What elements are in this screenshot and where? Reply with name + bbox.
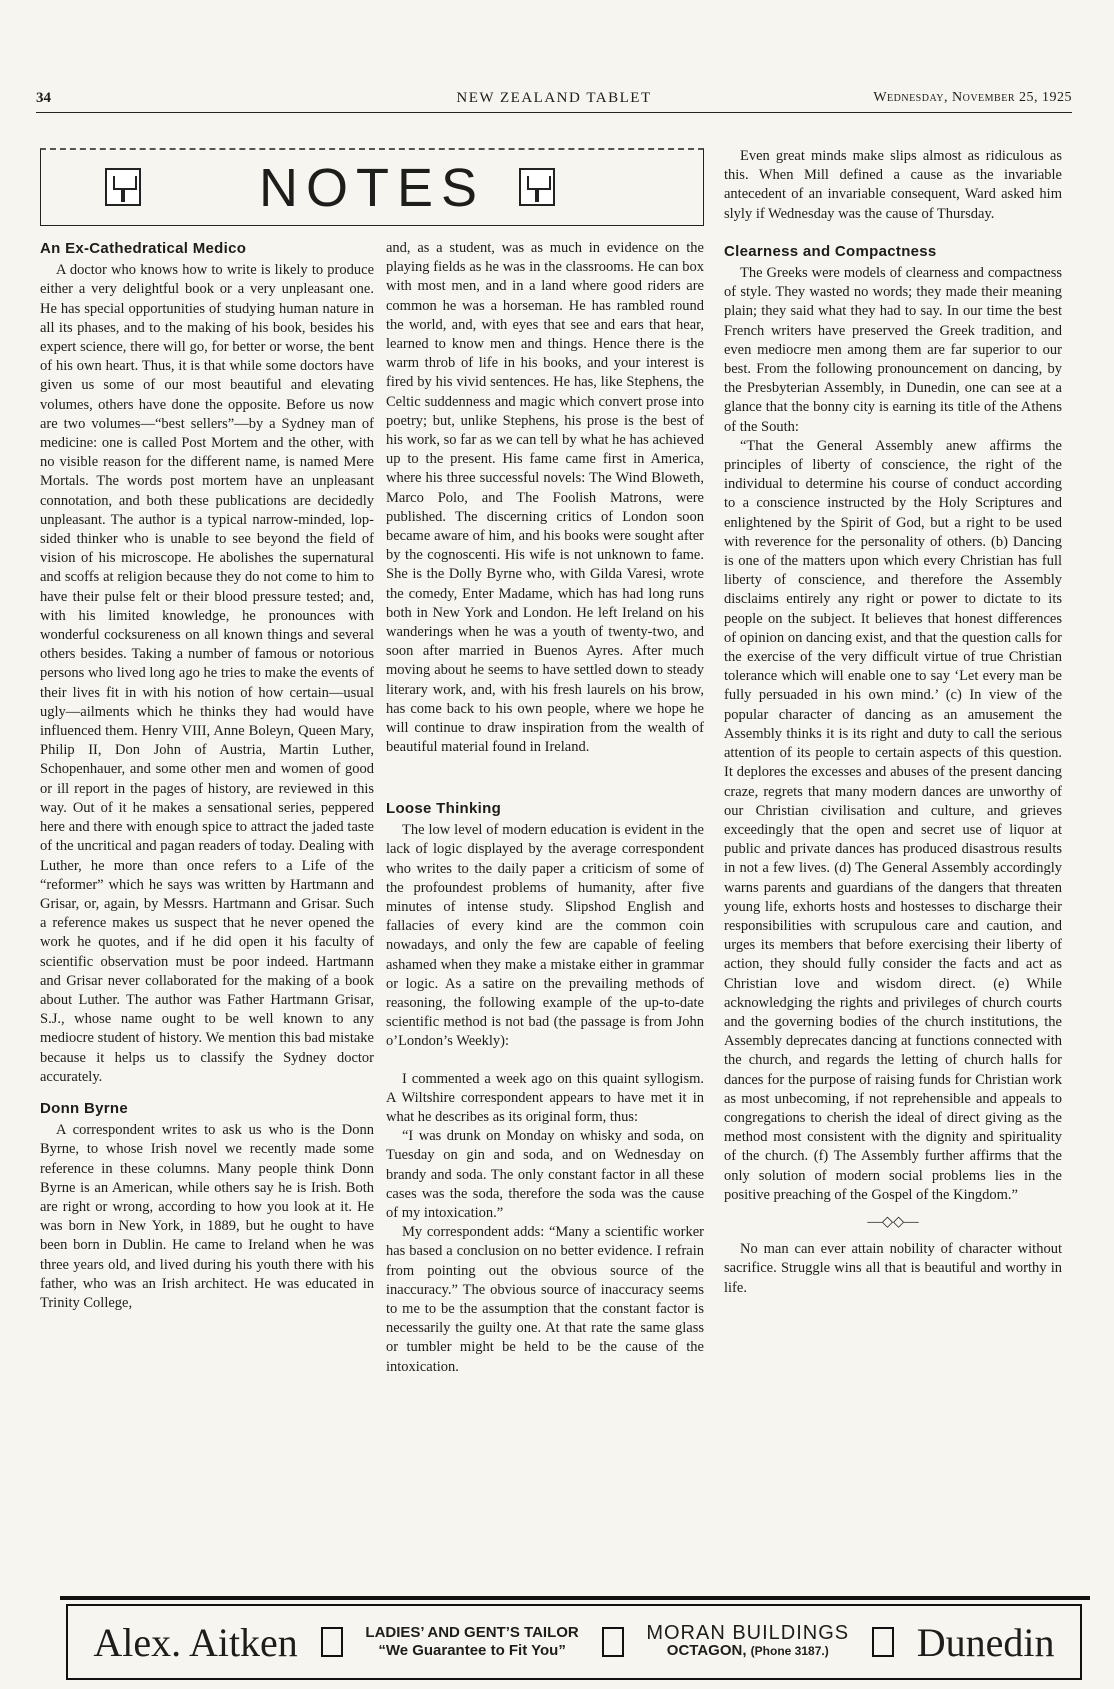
article-paragraph: Even great minds make slips almost as ridiculous as this. When Mill defined a cause as the invariable antecedent of an invariable consequent, Ward asked him slyly if Wednesday was the cause of Thursday. xyxy=(724,148,1062,222)
article-paragraph: A doctor who knows how to write is likely to produce either a very delightful book or a very unpleasant one. He has special opportunities of studying human nature in all its phases, and to the making of his book, besides his expert science, there will go, for better or worse, the bent of his own heart. Thus, it is that while some doctors have given us some of our most beautiful and elevating volumes, others have done the opposite. Before us now are two volumes—“best sellers”—by a Sydney man of medicine: one is called Post Mortem and the other, with no visible reason for the different name, is named Mere Mortals. The words post mortem have an unpleasant connotation, and both these publications are decidedly unpleasant. The author is a typical narrow-minded, lop-sided thinker who is unable to see beyond the field of vision of his microscope. He abolishes the supernatural and scoffs at religion because they do not come to him to have their pulse felt or their blood pressure tested; and, with his limited knowledge, he pronounces with wonderful cocksureness on all known things and several others besides. Taking a number of famous or notorious persons who lived long ago he tries to make the events of their lives fit in with his notion of how certain—usual ugly—ailments which he thinks they had would have influenced them. Henry VIII, Anne Boleyn, Queen Mary, Philip II, Don John of Austria, Martin Luther, Schopenhauer, and some other men and women of good or ill report in the pages of history, are reviewed in this way. Out of it he makes a sensational series, peppered here and there with enough spice to attract the jaded taste of the uncritical and pagan readers of today. Dealing with Luther, he more than once refers to a Life of the “reformer” which he says was written by Hartmann and Grisar, or, again, by Messrs. Hartmann and Grisar. Such a reference makes us suspect that he never opened the work he quotes, and if he did open it his faculty of scientific observation must be poor indeed. Hartmann and Grisar never collaborated for the making of a book about Luther. The author was Father Hartmann Grisar, S.J., whose name ought to be well known to any mediocre student of history. We mention this bad mistake because it helps us to classify the Sydney doctor accurately. xyxy=(40,262,374,1085)
ad-line-1: LADIES’ AND GENT’S TAILOR xyxy=(365,1624,579,1641)
notes-banner xyxy=(40,148,704,226)
issue-date: Wednesday, November 25, 1925 xyxy=(873,90,1072,105)
notes-title: NOTES xyxy=(258,158,486,218)
ornament-divider: —◇◇— xyxy=(867,1213,919,1230)
square-ornament-icon xyxy=(872,1627,894,1657)
article-paragraph: No man can ever attain nobility of character without sacrifice. Struggle wins all that is beautiful and worthy in life. xyxy=(724,1241,1062,1296)
tailor-advertisement xyxy=(66,1604,1082,1680)
ad-tagline xyxy=(365,1624,578,1660)
ad-city: Dunedin xyxy=(916,1619,1055,1665)
article-paragraph: A correspondent writes to ask us who is the Donn Byrne, to whose Irish novel we recently made some reference in these columns. Many people think Donn Byrne is an American, while others say he is Irish. Both are right or wrong, according to how you look at it. He was born in New York, in 1889, but he ought to have been born in Dublin. He came to Ireland when he was three years old, and lived during his youth there with his father, who was an Irish architect. He was educated in Trinity College, xyxy=(40,1122,374,1311)
article-heading: Loose Thinking xyxy=(386,800,502,817)
article-heading: Donn Byrne xyxy=(40,1099,129,1117)
ad-octagon: OCTAGON, xyxy=(666,1642,747,1659)
column-3 xyxy=(724,147,1062,1298)
article-heading: Clearness and Compactness xyxy=(724,242,937,260)
article-paragraph: The Greeks were models of clearness and compactness of style. They wasted no words; they made their meaning plain; they said what they had to say. In our time the best French writers have preserved the Greek tradition, and even mediocre men among them are far superior to our best. From the following pronouncement on dancing, by the Presbyterian Assembly, in Dunedin, one can see at a glance that the bonny city is earning its title of the Athens of the South: xyxy=(724,265,1062,435)
ad-line-2: “We Guarantee to Fit You” xyxy=(378,1642,566,1659)
page-number: 34 xyxy=(36,90,51,106)
page-header xyxy=(36,90,1072,113)
square-ornament-icon xyxy=(602,1627,624,1657)
ad-building: MORAN BUILDINGS xyxy=(646,1622,850,1644)
article-paragraph-continued: and, as a student, was as much in evidence on the playing fields as he was in the classrooms. He can box with most men, and in a land where good riders are common he was a horseman. He has rambled round the world, and, with eyes that see and ears that hear, learned to know men and things. Hence there is the warm throb of life in his books, and your interest is fired by his vivid sentences. He has, like Stephens, the Celtic suddenness and magic which convert prose into poetry; but, unlike Stephens, his prose is the best of his work, so far as we can tell by what he has achieved up to the present. His fame came first in America, where his three successful novels: The Wind Bloweth, Marco Polo, and The Foolish Matrons, were published. The discerning critics of London soon became aware of him, and his books were sought after by the cognoscenti. His wife is not unknown to fame. She is the Dolly Byrne who, with Gilda Varesi, wrote the comedy, Enter Madame, which has had long runs both in New York and London. He left Ireland on his wanderings when he was a youth of twenty-two, and soon after married in Buenos Ayres. After much moving about he seems to have settled down to steady literary work, and, with his fresh laurels on his brow, has come back to his own people, where we hope he will continue to draw inspiration from the wealth of beautiful material found in Ireland. xyxy=(386,240,704,756)
masthead: NEW ZEALAND TABLET xyxy=(456,90,652,106)
quote-paragraph: “That the General Assembly anew affirms the principles of liberty of conscience, the right of the individual to determine his course of conduct according to a conscience instructed by the Holy Scriptures and enlightened by the Spirit of God, but a right to be used with reverence for the personality of others. (b) Dancing is one of the matters upon which every Christian has full liberty of conscience, and therefore the Assembly disclaims entirely any right or power to dictate to its people on the subject. It believes that honest differences of opinion on dancing exist, and that the question calls for the exercise of the very difficult virtue of true Christian tolerance which will enable one to say ‘Let every man be fully persuaded in his own mind.’ (c) In view of the popular character of dancing as an amusement the Assembly thinks it is its right and duty to call the serious attention of its people to certain aspects of this question. It deplores the excesses and abuses of the present dancing craze, regrets that many modern dances are unworthy of our Christian civilisation and culture, and grieves exceedingly that the open and secret use of liquor at public and private dances has produced disastrous results in not a few lives. (d) The General Assembly accordingly warns parents and guardians of the dangers that threaten young life, exhorts hosts and hostesses to discharge their responsibilities with scrupulous care and caution, and urges its members that before exercising their liberty of action, they should fully consider the facts and act as Christian love and wisdom direct. (e) While acknowledging the rights and privileges of church courts and the governing bodies of the church institutions, the Assembly deprecates dancing at functions connected with the church, and regards the letting of church halls for dances for the purpose of raising funds for Christian work as most unbecoming, if not reprehensible and appeals to congregations to cherish the ideal of direct giving as the method most consistent with the dignity and spirituality of the church. (f) The Assembly further affirms that the only solution of modern social problems lies in the positive preaching of the Gospel of the Kingdom.” xyxy=(724,437,1062,1203)
square-ornament-icon xyxy=(321,1627,343,1657)
ad-phone: (Phone 3187.) xyxy=(750,1644,829,1658)
column-2 xyxy=(386,239,704,1377)
continuation-block xyxy=(386,239,704,799)
quote-paragraph: “I was drunk on Monday on whisky and soda, on Tuesday on gin and soda, and on Wednesday on brandy and soda. The only constant factor in all these cases was the soda, therefore the soda was the cause of my intoxication.” xyxy=(386,1128,704,1222)
ad-business-name: Alex. Aitken xyxy=(93,1619,298,1665)
article-heading: An Ex-Cathedratical Medico xyxy=(40,240,247,257)
article-paragraph: The low level of modern education is evident in the lack of logic displayed by the average correspondent who writes to the daily paper a criticism of some of the profoundest problems of humanity, after five minutes of intense study. Slipshod English and fallacies of every kind are the common coin nowadays, and only the few are capable of feeling ashamed when they make a mistake either in grammar or logic. As a satire on the prevailing methods of reasoning, the following example of the up-to-date scientific method is not bad (the passage is from John o’London’s Weekly): xyxy=(386,822,704,1050)
ad-address xyxy=(646,1624,849,1660)
article-paragraph: I commented a week ago on this quaint syllogism. A Wiltshire correspondent appears to have met it in what he describes as its original form, thus: xyxy=(386,1070,704,1126)
article-paragraph: My correspondent adds: “Many a scientific worker has based a conclusion on no better evidence. I refrain from pointing out the obvious source of the inaccuracy.” The obvious source of inaccuracy seems to me to be the assumption that the constant factor is necessarily the guilty one. At that rate the same glass or tumbler might be held to be the cause of the intoxication. xyxy=(386,1224,704,1375)
column-1 xyxy=(40,239,374,1313)
emblem-icon xyxy=(519,168,555,206)
